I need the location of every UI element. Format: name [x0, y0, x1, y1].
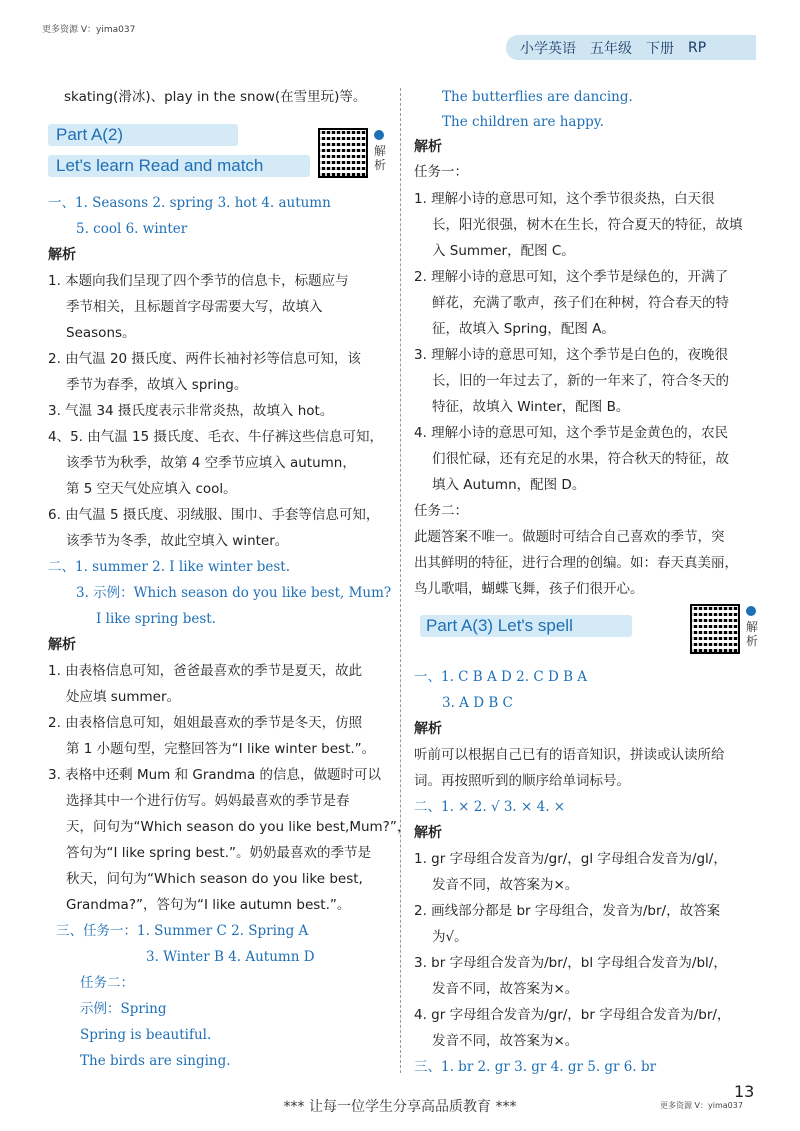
- qr-code-icon[interactable]: [690, 604, 740, 654]
- answer-line: 3. A D B C: [442, 695, 513, 711]
- analysis-heading: 解析: [414, 721, 442, 737]
- text-line: 鸟儿歌唱，蝴蝶飞舞，孩子们很开心。: [414, 581, 644, 597]
- text-line: 4、5. 由气温 15 摄氏度、毛衣、牛仔裤这些信息可知，: [48, 429, 384, 445]
- text-line: 为√。: [432, 929, 468, 945]
- text-line: 特征，故填入 Winter，配图 B。: [432, 399, 630, 415]
- analysis-heading: 解析: [414, 139, 442, 155]
- header-subject: 小学英语: [520, 40, 576, 57]
- section-title: Part A(2): [56, 125, 124, 144]
- text-line: 1. 由表格信息可知，爸爸最喜欢的季节是夏天，故此: [48, 663, 363, 679]
- answer-line: 任务二：: [80, 975, 134, 991]
- text-line: 任务一：: [414, 164, 468, 180]
- header-grade: 五年级: [590, 40, 632, 57]
- answer-line: The children are happy.: [442, 114, 604, 130]
- analysis-heading: 解析: [48, 637, 76, 653]
- text-line: 们很忙碌，还有充足的水果，符合秋天的特征，故: [432, 451, 729, 467]
- top-left-note: 更多资源 V：yima037: [42, 25, 136, 35]
- text-line: 任务二：: [414, 503, 468, 519]
- qr-code-icon[interactable]: [318, 128, 368, 178]
- analysis-heading: 解析: [414, 825, 442, 841]
- text-line: 3. 气温 34 摄氏度表示非常炎热，故填入 hot。: [48, 403, 334, 419]
- text-line: 4. 理解小诗的意思可知，这个季节是金黄色的，农民: [414, 425, 729, 441]
- text-line: 处应填 summer。: [66, 689, 181, 705]
- text-line: 秋天，问句为“Which season do you like best,: [66, 871, 363, 887]
- play-icon[interactable]: [746, 606, 756, 616]
- answer-line: 三、任务一：1. Summer C 2. Spring A: [56, 923, 309, 939]
- text-line: 选择其中一个进行仿写。妈妈最喜欢的季节是春: [66, 793, 350, 809]
- answer-line: 一、1. Seasons 2. spring 3. hot 4. autumn: [48, 195, 331, 211]
- text-line: Grandma?”，答句为“I like autumn best.”。: [66, 897, 351, 913]
- text-line: 词。再按照听到的顺序给单词标号。: [414, 773, 630, 789]
- text-line: 2. 理解小诗的意思可知，这个季节是绿色的，开满了: [414, 269, 729, 285]
- text-line: 3. 表格中还剩 Mum 和 Grandma 的信息，做题时可以: [48, 767, 382, 783]
- answer-line: 3. Winter B 4. Autumn D: [146, 949, 315, 965]
- column-divider: [400, 88, 401, 1073]
- section-title: Part A(3) Let's spell: [426, 616, 573, 635]
- text-line: 2. 画线部分都是 br 字母组合，发音为/br/，故答案: [414, 903, 721, 919]
- text-line: 3. 理解小诗的意思可知，这个季节是白色的，夜晚很: [414, 347, 729, 363]
- text-line: 第 1 小题句型，完整回答为“I like winter best.”。: [66, 741, 376, 757]
- play-icon[interactable]: [374, 130, 384, 140]
- text-line: 4. gr 字母组合发音为/gr/，br 字母组合发音为/br/，: [414, 1007, 731, 1023]
- footer-slogan: *** 让每一位学生分享高品质教育 ***: [283, 1099, 517, 1115]
- text-line: 该季节为冬季，故此空填入 winter。: [66, 533, 289, 549]
- answer-line: 示例：Spring: [80, 1001, 167, 1017]
- answer-line: 三、1. br 2. gr 3. gr 4. gr 5. gr 6. br: [414, 1059, 657, 1075]
- text-line: 发音不同，故答案为×。: [432, 1033, 579, 1049]
- text-line: 鲜花，充满了歌声，孩子们在种树，符合春天的特: [432, 295, 729, 311]
- text-line: 2. 由表格信息可知，姐姐最喜欢的季节是冬天，仿照: [48, 715, 363, 731]
- text-line: 发音不同，故答案为×。: [432, 877, 579, 893]
- text-line: 填入 Autumn，配图 D。: [432, 477, 586, 493]
- qr-label: 解析: [746, 620, 759, 648]
- text-line: 长，旧的一年过去了，新的一年来了，符合冬天的: [432, 373, 729, 389]
- text-line: 发音不同，故答案为×。: [432, 981, 579, 997]
- text-line: 6. 由气温 5 摄氏度、羽绒服、围巾、手套等信息可知，: [48, 507, 380, 523]
- answer-line: 3. 示例：Which season do you like best, Mum?: [76, 585, 392, 601]
- answer-line: 一、1. C B A D 2. C D B A: [414, 669, 588, 685]
- text-line: 征，故填入 Spring，配图 A。: [432, 321, 615, 337]
- text-line: 入 Summer，配图 C。: [432, 243, 575, 259]
- bottom-note: 更多资源 V：yima037: [660, 1101, 743, 1110]
- text-line: 3. br 字母组合发音为/br/，bl 字母组合发音为/bl/，: [414, 955, 727, 971]
- text-line: 1. 本题向我们呈现了四个季节的信息卡，标题应与: [48, 273, 349, 289]
- page-number: 13: [734, 1082, 755, 1101]
- header-banner: [506, 35, 756, 60]
- answer-line: I like spring best.: [96, 611, 216, 627]
- text-line: 听前可以根据自己已有的语音知识，拼读或认读所给: [414, 747, 725, 763]
- text-line: 天，问句为“Which season do you like best,Mum?”，: [66, 819, 411, 835]
- text-line: 此题答案不唯一。做题时可结合自己喜欢的季节，突: [414, 529, 725, 545]
- text-line: Seasons。: [66, 325, 136, 341]
- answer-line: 二、1. × 2. √ 3. × 4. ×: [414, 799, 566, 815]
- text-line: 季节为春季，故填入 spring。: [66, 377, 248, 393]
- text-line: 答句为“I like spring best.”。奶奶最喜欢的季节是: [66, 845, 372, 861]
- answer-line: The butterflies are dancing.: [442, 89, 633, 105]
- answer-line: The birds are singing.: [80, 1053, 231, 1069]
- answer-line: 二、1. summer 2. I like winter best.: [48, 559, 291, 575]
- text-line: 该季节为秋季，故第 4 空季节应填入 autumn，: [66, 455, 356, 471]
- text-line: 长，阳光很强，树木在生长，符合夏天的特征，故填: [432, 217, 743, 233]
- header-edition: RP: [688, 39, 707, 56]
- qr-label: 解析: [374, 144, 387, 172]
- analysis-heading: 解析: [48, 247, 76, 263]
- text-line: 1. 理解小诗的意思可知，这个季节很炎热，白天很: [414, 191, 715, 207]
- text-line: 季节相关，且标题首字母需要大写，故填入: [66, 299, 323, 315]
- text-line: 2. 由气温 20 摄氏度、两件长袖衬衫等信息可知，该: [48, 351, 361, 367]
- text-line: skating(滑冰)、play in the snow(在雪里玩)等。: [64, 89, 367, 105]
- header-term: 下册: [646, 40, 674, 57]
- section-subtitle: Let's learn Read and match: [56, 156, 264, 175]
- text-line: 第 5 空天气处应填入 cool。: [66, 481, 237, 497]
- answer-line: Spring is beautiful.: [80, 1027, 212, 1043]
- text-line: 出其鲜明的特征，进行合理的创编。如：春天真美丽，: [414, 555, 738, 571]
- answer-line: 5. cool 6. winter: [76, 221, 188, 237]
- text-line: 1. gr 字母组合发音为/gr/，gl 字母组合发音为/gl/，: [414, 851, 727, 867]
